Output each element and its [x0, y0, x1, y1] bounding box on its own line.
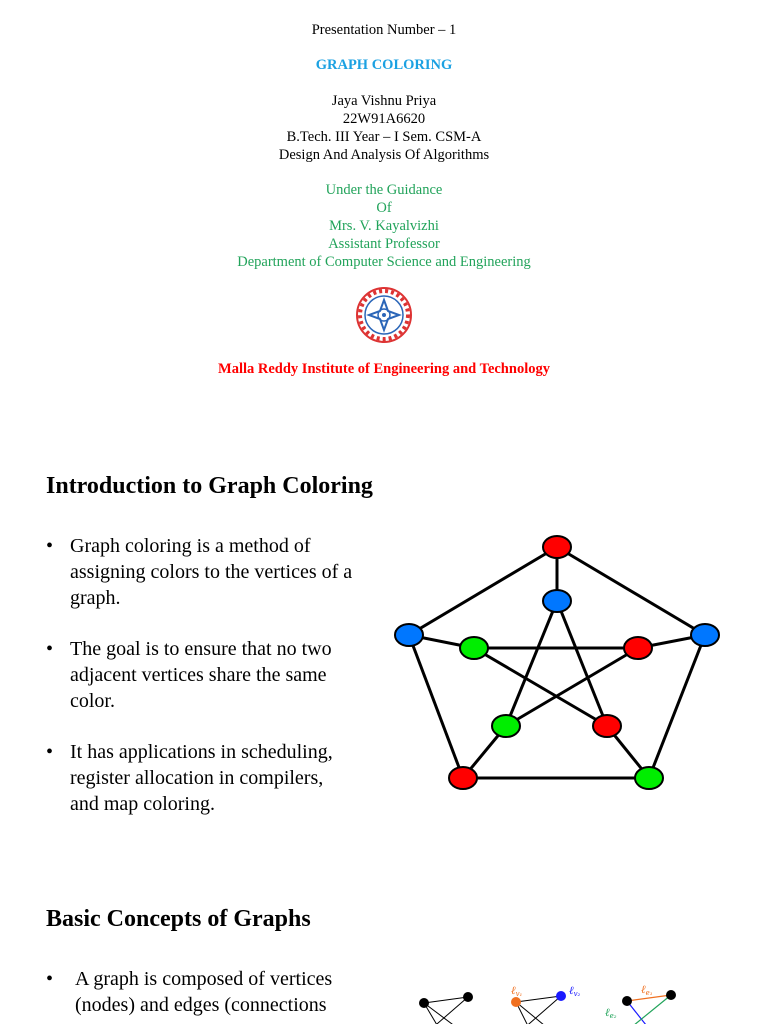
graph-edges: [409, 547, 705, 778]
basics-bullet-1: [46, 966, 386, 1018]
guide-name: Mrs. V. Kayalvizhi: [329, 218, 439, 234]
bullet-icon: •: [46, 535, 54, 557]
bullet-text-line: adjacent vertices share the same: [70, 664, 327, 686]
guidance-line-2: Of: [376, 200, 392, 216]
intro-bullet-1: [46, 533, 386, 611]
vertex-green: [492, 715, 520, 737]
vertex-black: [622, 996, 632, 1006]
bullet-icon: •: [46, 638, 54, 660]
bullet-text-line: A graph is composed of vertices: [75, 968, 333, 990]
bullet-icon: •: [46, 741, 54, 763]
graph-figure-1: [419, 992, 473, 1024]
bullet-text-line: The goal is to ensure that no two: [70, 638, 332, 660]
vertex-blue: [691, 624, 719, 646]
graph-figure-2: [511, 984, 581, 1024]
label-le1: ℓe₁: [641, 983, 653, 997]
intro-heading: Introduction to Graph Coloring: [46, 473, 373, 499]
guide-department: Department of Computer Science and Engineering: [237, 254, 531, 270]
vertex-blue: [556, 991, 566, 1001]
presentation-topic: GRAPH COLORING: [315, 57, 453, 73]
guidance-line-1: Under the Guidance: [325, 182, 443, 198]
intro-bullet-list: [46, 533, 386, 817]
bullet-text-line: and map coloring.: [70, 793, 215, 815]
roll-number: 22W91A6620: [342, 111, 426, 127]
guide-title: Assistant Professor: [328, 236, 440, 252]
vertex-red: [449, 767, 477, 789]
vertex-orange: [511, 997, 521, 1007]
college-emblem-icon: [355, 286, 413, 344]
vertex-red: [624, 637, 652, 659]
vertex-black: [463, 992, 473, 1002]
vertex-green: [635, 767, 663, 789]
bullet-text-line: register allocation in compilers,: [70, 767, 324, 789]
bullet-text-line: It has applications in scheduling,: [70, 741, 333, 763]
vertex-black: [666, 990, 676, 1000]
bullet-text-line: Graph coloring is a method of: [70, 535, 311, 557]
subject-name: Design And Analysis Of Algorithms: [278, 147, 490, 163]
institute-name: Malla Reddy Institute of Engineering and Technology: [218, 361, 550, 377]
author-name: Jaya Vishnu Priya: [331, 93, 437, 109]
bullet-text-line: (nodes) and edges (connections: [75, 994, 327, 1016]
vertex-blue: [395, 624, 423, 646]
bullet-text-line: color.: [70, 690, 115, 712]
intro-bullet-2: [46, 636, 386, 714]
petersen-graph-figure: [388, 528, 728, 798]
vertex-red: [543, 536, 571, 558]
basics-heading: Basic Concepts of Graphs: [46, 906, 311, 932]
vertex-blue: [543, 590, 571, 612]
graph-concept-figures: [400, 978, 700, 1024]
course-info: B.Tech. III Year – I Sem. CSM-A: [286, 129, 482, 145]
label-le2: ℓe₂: [605, 1006, 617, 1020]
vertex-green: [460, 637, 488, 659]
bullet-text-line: assigning colors to the vertices of a: [70, 561, 353, 583]
presentation-number: Presentation Number – 1: [311, 22, 457, 38]
vertex-red: [593, 715, 621, 737]
vertex-black: [419, 998, 429, 1008]
bullet-icon: •: [46, 968, 54, 990]
basics-bullet-list: [46, 966, 386, 1018]
graph-figure-3: [605, 983, 676, 1024]
intro-bullet-3: [46, 739, 386, 817]
bullet-text-line: graph.: [70, 587, 121, 609]
label-lv1: ℓv₁: [511, 984, 523, 998]
label-lv2: ℓv₂: [569, 984, 581, 998]
